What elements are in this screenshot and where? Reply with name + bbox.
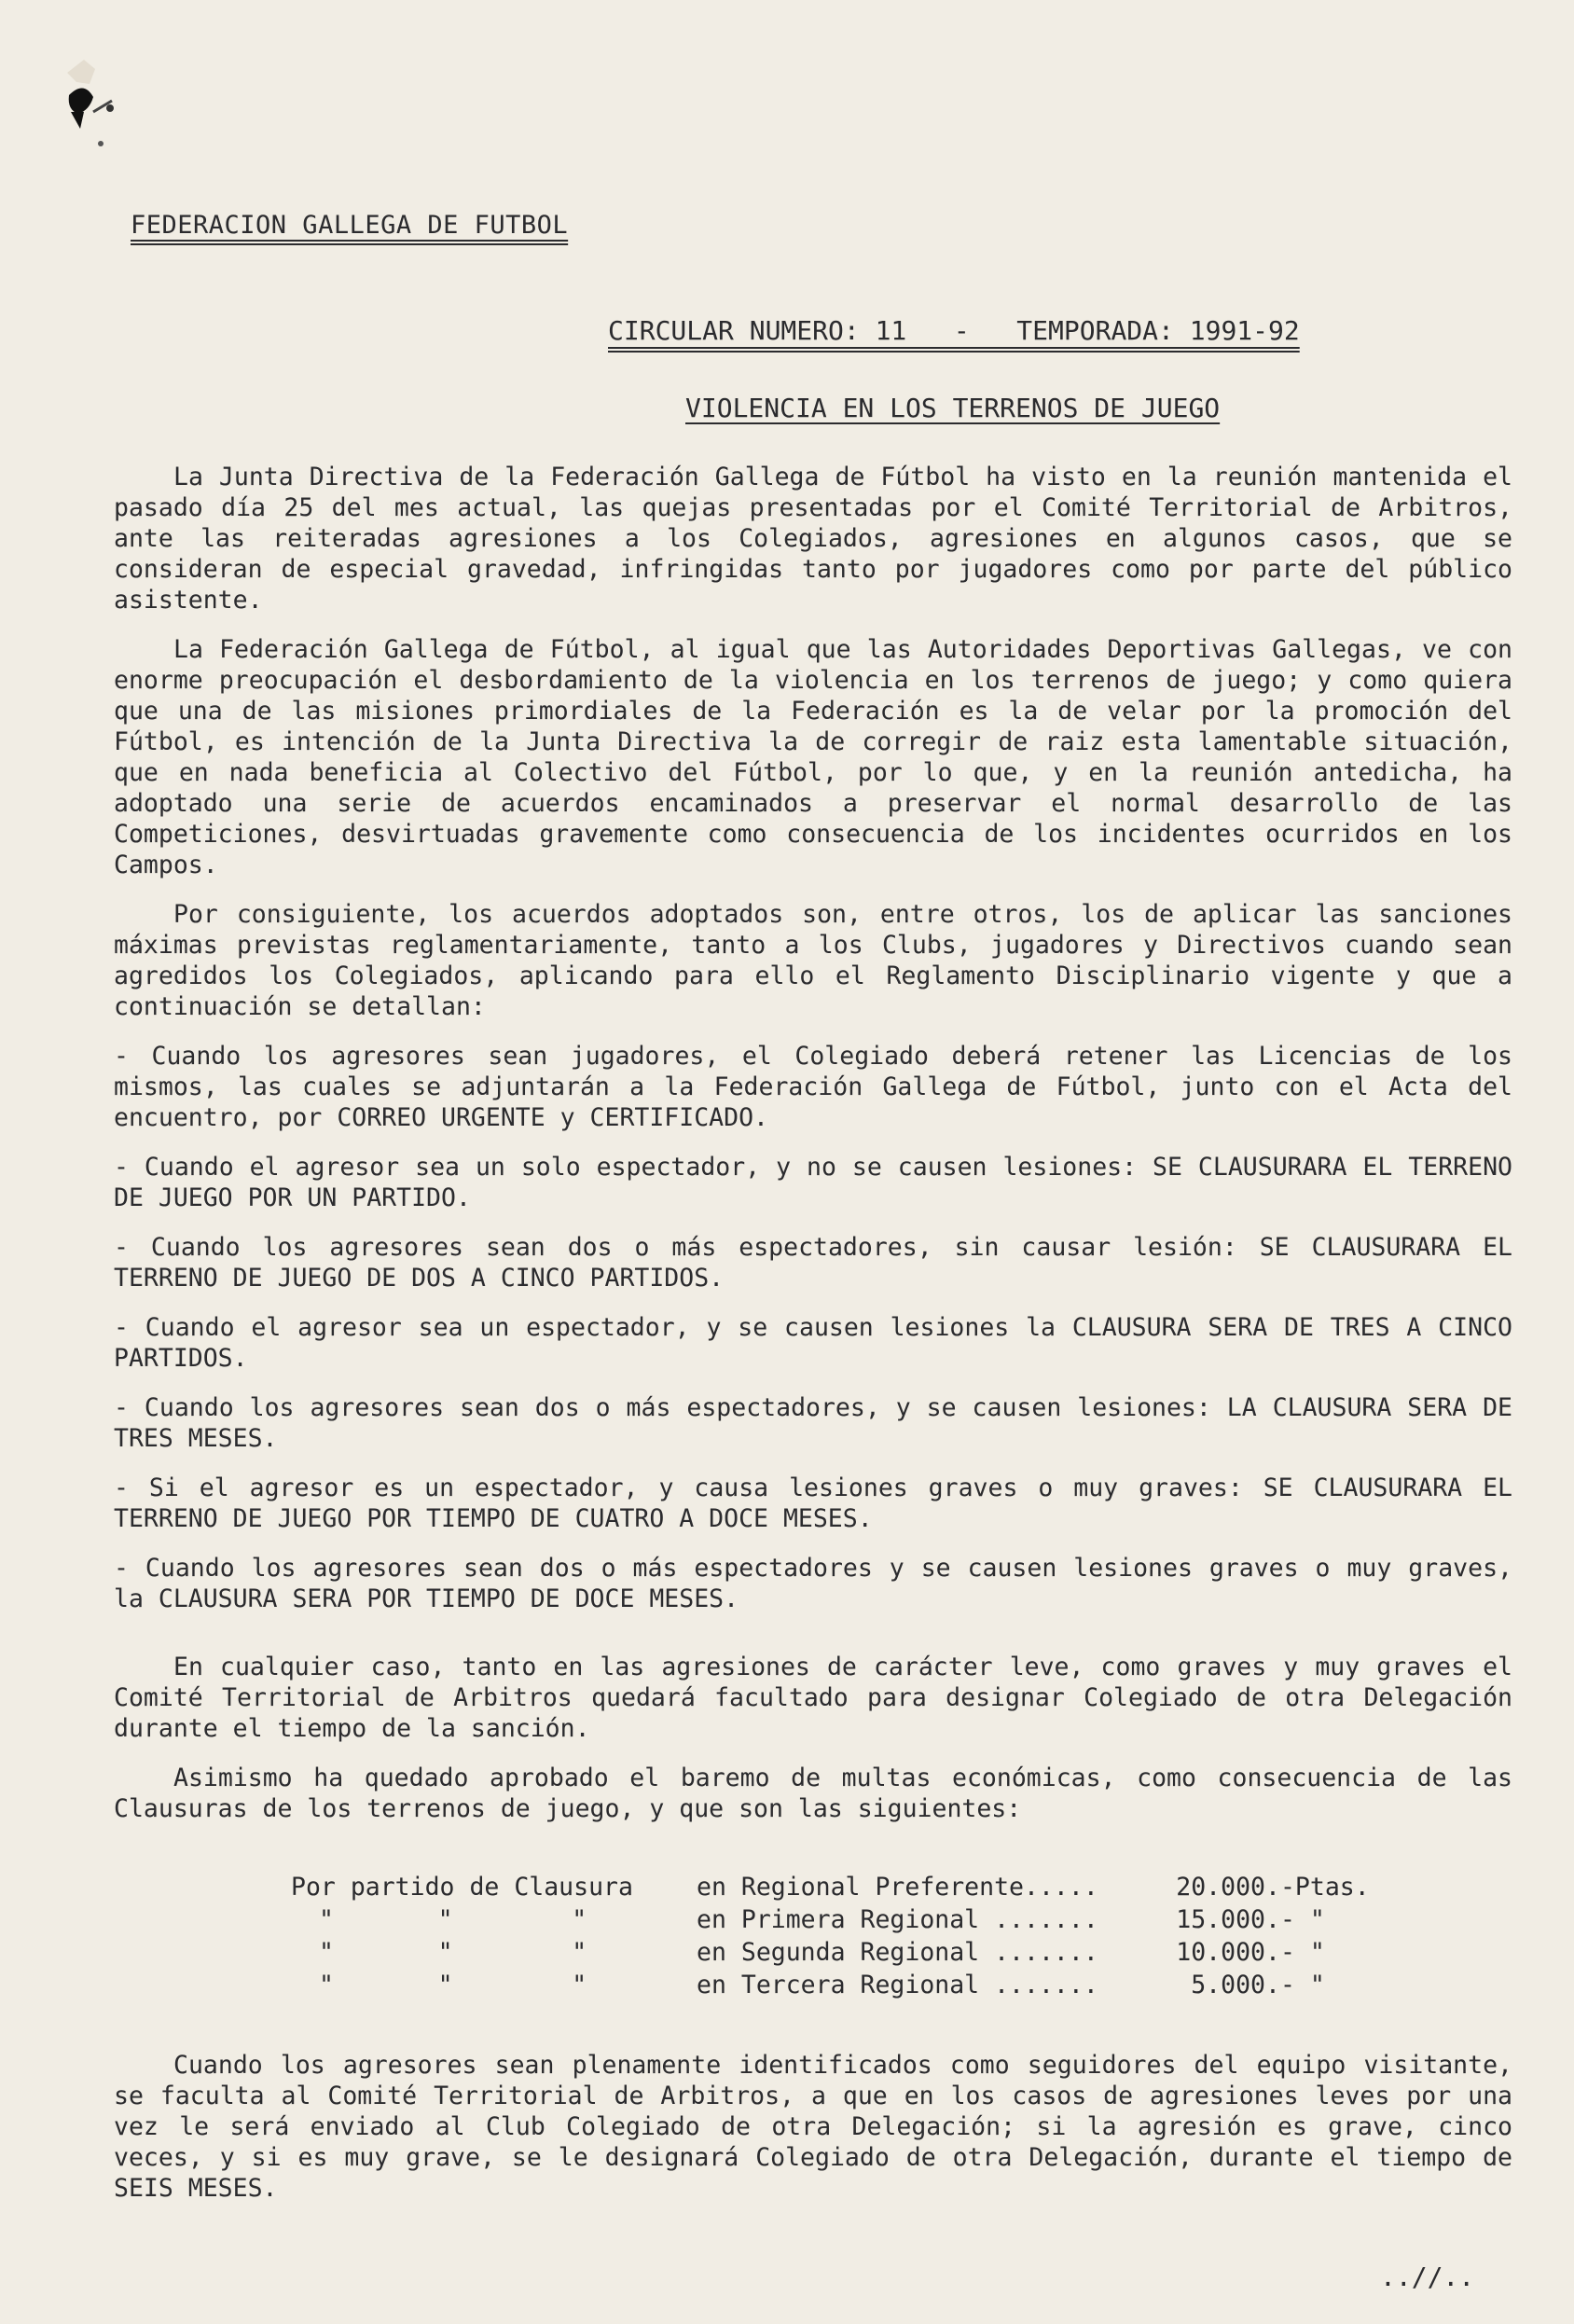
ink-smudge-mark — [56, 56, 159, 159]
fine-amount: 15.000 — [1176, 1905, 1265, 1934]
fine-category: en Primera Regional ....... — [697, 1905, 1098, 1934]
page-continuation-mark: ..//.. — [1380, 2262, 1475, 2292]
document-body — [114, 462, 1512, 2222]
fine-category: en Segunda Regional ....... — [697, 1938, 1098, 1967]
table-row — [291, 1871, 1370, 1903]
paragraph-any-case: En cualquier caso, tanto en las agresiones de carácter leve, como graves y muy graves el Comité Territorial de Arbitros quedará facultado para designar Colegiado de otra Delegación durante el tiempo de la sanción. — [114, 1653, 1512, 1743]
table-row — [291, 1936, 1370, 1969]
rule-item: - Cuando el agresor sea un solo espectador, y no se causen lesiones: SE CLAUSURARA EL TERRENO DE JUEGO POR UN PARTIDO. — [114, 1153, 1512, 1212]
fine-unit: .- " — [1265, 1971, 1325, 1999]
rule-item: - Cuando los agresores sean dos o más espectadores, y se causen lesiones: LA CLAUSURA SERA DE TRES MESES. — [114, 1393, 1512, 1453]
fine-amount: 20.000 — [1176, 1873, 1265, 1902]
paragraph-fines-intro: Asimismo ha quedado aprobado el baremo de multas económicas, como consecuencia de las Clausuras de los terrenos de juego, y que son las siguientes: — [114, 1764, 1512, 1823]
paragraph-visiting-team: Cuando los agresores sean plenamente identificados como seguidores del equipo visitante, se faculta al Comité Territorial de Arbitros, a que en los casos de agresiones leves por una vez le será enviado al Club Colegiado de otra Delegación; si la agresión es grave, cinco veces, y si es muy grave, se le designará Colegiado de otra Delegación, durante el tiempo de SEIS MESES. — [114, 2051, 1512, 2203]
paragraph-agreements: Por consiguiente, los acuerdos adoptados son, entre otros, los de aplicar las sanciones máximas previstas reglamentariamente, tanto a los Clubs, jugadores y Directivos cuando sean agredidos los Colegiados, aplicando para ello el Reglamento Disciplinario vigente y que a continuación se detallan: — [114, 900, 1512, 1021]
paragraph-concern: La Federación Gallega de Fútbol, al igual que las Autoridades Deportivas Gallegas, ve con enorme preocupación el desbordamiento de la violencia en los terrenos de juego; y como quiera que una de las misiones primordiales de la Federación es la de velar por la promoción del Fútbol, es intención de la Junta Directiva la de corregir de raiz esta lamentable situación, que en nada beneficia al Colectivo del Fútbol, por lo que, y en la reunión antedicha, ha adoptado una serie de acuerdos encaminados a preservar el normal desarrollo de las Competiciones, desvirtuadas gravemente como consecuencia de los incidentes ocurridos en los Campos. — [114, 635, 1512, 879]
fine-unit: .-Ptas. — [1265, 1873, 1370, 1902]
fine-category: en Tercera Regional ....... — [697, 1971, 1098, 1999]
table-row — [291, 1969, 1370, 2001]
fine-unit: .- " — [1265, 1905, 1325, 1934]
paragraph-intro: La Junta Directiva de la Federación Gallega de Fútbol ha visto en la reunión mantenida el pasado día 25 del mes actual, las quejas presentadas por el Comité Territorial de Arbitros, ante las reiteradas agresiones a los Colegiados, agresiones en algunos casos, que se consideran de especial gravedad, infringidas tanto por jugadores como por parte del público asistente. — [114, 463, 1512, 615]
fine-label: " " " — [319, 1938, 587, 1967]
circular-number: CIRCULAR NUMERO: 11 - TEMPORADA: 1991-92 — [608, 315, 1300, 346]
fine-label: " " " — [319, 1905, 587, 1934]
fine-label: Por partido de Clausura — [291, 1873, 633, 1902]
fine-amount: 5.000 — [1191, 1971, 1265, 1999]
table-row — [291, 1903, 1370, 1936]
fine-label: " " " — [319, 1971, 587, 1999]
fine-category: en Regional Preferente..... — [697, 1873, 1098, 1902]
fines-table — [291, 1871, 1370, 2001]
rule-item: - Cuando los agresores sean dos o más espectadores, sin causar lesión: SE CLAUSURARA EL TERRENO DE JUEGO DE DOS A CINCO PARTIDOS. — [114, 1233, 1512, 1293]
fine-amount: 10.000 — [1176, 1938, 1265, 1967]
fine-unit: .- " — [1265, 1938, 1325, 1967]
rule-item: - Si el agresor es un espectador, y causa lesiones graves o muy graves: SE CLAUSURARA EL TERRENO DE JUEGO POR TIEMPO DE CUATRO A DOCE MESES. — [114, 1473, 1512, 1533]
rule-item: - Cuando los agresores sean dos o más espectadores y se causen lesiones graves o muy graves, la CLAUSURA SERA POR TIEMPO DE DOCE MESES. — [114, 1554, 1512, 1613]
document-title: VIOLENCIA EN LOS TERRENOS DE JUEGO — [685, 393, 1221, 423]
rule-item: - Cuando los agresores sean jugadores, el Colegiado deberá retener las Licencias de los mismos, las cuales se adjuntarán a la Federación Gallega de Fútbol, junto con el Acta del encuentro, por CORREO URGENTE y CERTIFICADO. — [114, 1042, 1512, 1132]
organization-name: FEDERACION GALLEGA DE FUTBOL — [131, 211, 569, 240]
rule-item: - Cuando el agresor sea un espectador, y se causen lesiones la CLAUSURA SERA DE TRES A CINCO PARTIDOS. — [114, 1313, 1512, 1373]
